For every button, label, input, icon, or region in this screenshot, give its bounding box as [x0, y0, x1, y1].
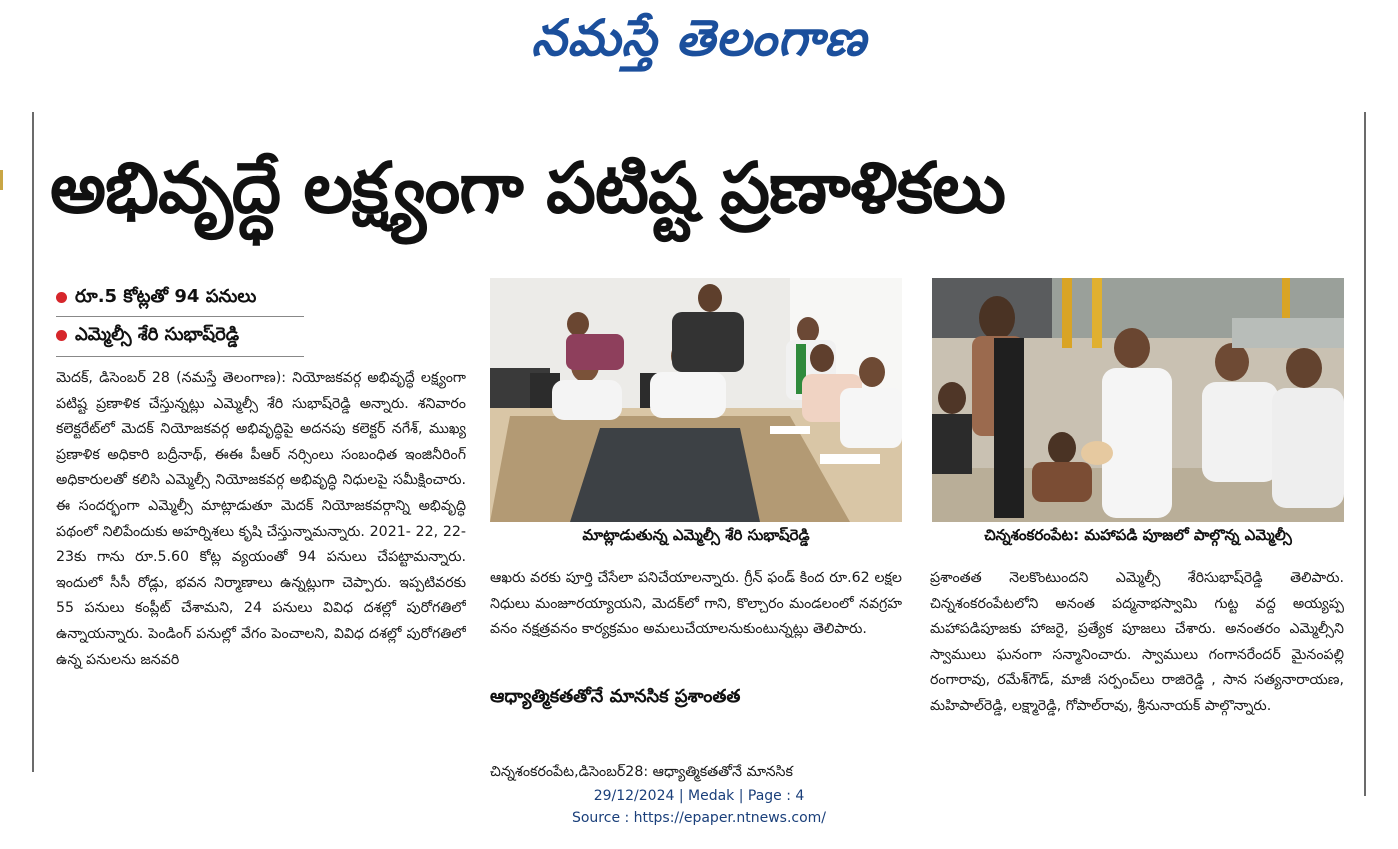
- sub-article-headline: ఆధ్యాత్మికతతోనే మానసిక ప్రశాంతత: [490, 686, 741, 707]
- sub-article-body-continued: ప్రశాంతత నెలకొంటుందని ఎమ్మెల్సీ శేరిసుభాష్‌రెడ్డి తెలిపారు. చిన్నశంకరంపేటలోని అనంత పద్మనాభస్వామి గుట్ట వద్ద అయ్యప్ప మహాపడిపూజకు హాజరై, ప్రత్యేక పూజలు చేశారు. అనంతరం ఎమ్మెల్సీని స్వాములు ఘనంగా సన్మానించారు. స్వాములు గంగానరేందర్ మైనంపల్లి రంగారావు, రమేశ్‌గౌడ్, మాజీ సర్పంచ్‌లు రాజిరెడ్డి , సాన సత్యనారాయణ, మహిపాల్‌రెడ్డి, లక్ష్మారెడ్డి, గోపాల్‌రావు, శ్రీనునాయక్ పాల్గొన్నారు.: [930, 570, 1344, 714]
- masthead-logo: నమస్తే తెలంగాణ: [531, 8, 867, 67]
- column-rule-left: [32, 112, 34, 772]
- bullet-text: రూ.5 కోట్లతో 94 పనులు: [75, 286, 257, 307]
- bullet-point: [56, 324, 239, 349]
- page-edge-mark: [0, 170, 3, 190]
- divider: [56, 316, 304, 317]
- sub-article-body: చిన్నశంకరంపేట,డిసెంబర్28: ఆధ్యాత్మికతతోనే మానసిక: [490, 764, 793, 780]
- footer-source: Source : https://epaper.ntnews.com/: [571, 810, 827, 826]
- article-body-column-2: ఆఖరు వరకు పూర్తి చేసేలా పనిచేయాలన్నారు. గ్రీన్ ఫండ్ కింద రూ.62 లక్షల నిధులు మంజూరయ్యాయని, మెదక్‌లో గాని, కొల్చారం మండలంలో నవగ్రహ వనం నక్షత్రవనం కార్యక్రమం అమలుచేయాలనుకుంటున్నట్లు తెలిపారు.: [490, 570, 902, 638]
- adjacent-article-strip: [1380, 170, 1398, 770]
- article-body-column-1: మెదక్, డిసెంబర్ 28 (నమస్తే తెలంగాణ): నియోజకవర్గ అభివృద్ధే లక్ష్యంగా పటిష్ట ప్రణాళిక చేస్తున్నట్లు ఎమ్మెల్సీ శేరి సుభాష్‌రెడ్డి అన్నారు. శనివారం కలెక్టరేట్‌లో మెదక్ నియోజకవర్గ అభివృద్ధిపై అదనపు కలెక్టర్ నగేశ్, ముఖ్య ప్రణాళిక అధికారి బద్రీనాథ్, ఈఈ పీఆర్ నర్సింలు సంబంధిత ఇంజినీరింగ్ అధికారులతో కలిసి ఎమ్మెల్సీ నియోజకవర్గ అభివృద్ధి నిధులపై సమీక్షించారు. ఈ సందర్భంగా ఎమ్మెల్సీ మాట్లాడుతూ మెదక్ నియోజకవర్గాన్ని అభివృద్ధి పథంలో నిలిపేందుకు అహర్నిశలు కృషి చేస్తున్నామన్నారు. 2021- 22, 22- 23కు గాను రూ.5.60 కోట్ల వ్యయంతో 94 పనులు చేపట్టామన్నారు. ఇందులో సీసీ రోడ్లు, భవన నిర్మాణాలు ఉన్నట్లుగా చెప్పారు. ఇప్పటివరకు 55 పనులు కంప్లీట్ చేశామని, 24 పనులు వివిధ దశల్లో పురోగతిలో ఉన్నాయన్నారు. పెండింగ్ పనుల్లో వేగం పెంచాలని, వివిధ దశల్లో పురోగతిలో ఉన్న పనులను జనవరి: [56, 370, 466, 668]
- bullet-dot-icon: [56, 330, 67, 341]
- article-headline: అభివృద్ధే లక్ష్యంగా పటిష్ట ప్రణాళికలు: [50, 147, 1005, 229]
- photo-caption: మాట్లాడుతున్న ఎమ్మెల్సీ శేరి సుభాష్‌రెడ్డి: [582, 526, 810, 544]
- photo-caption: చిన్నశంకరంపేట: మహాపడి పూజలో పాల్గొన్న ఎమ్మెల్సీ: [984, 526, 1292, 544]
- meeting-photo: [490, 278, 902, 522]
- meeting-photo-illustration: [490, 278, 902, 522]
- bullet-point: [56, 286, 256, 311]
- puja-photo-illustration: [932, 278, 1344, 522]
- column-rule-right: [1364, 112, 1366, 796]
- puja-photo: [932, 278, 1344, 522]
- bullet-text: ఎమ్మెల్సీ శేరి సుభాష్‌రెడ్డి: [75, 324, 240, 345]
- bullet-dot-icon: [56, 292, 67, 303]
- divider: [56, 356, 304, 357]
- footer-date-edition: 29/12/2024 | Medak | Page : 4: [593, 788, 805, 804]
